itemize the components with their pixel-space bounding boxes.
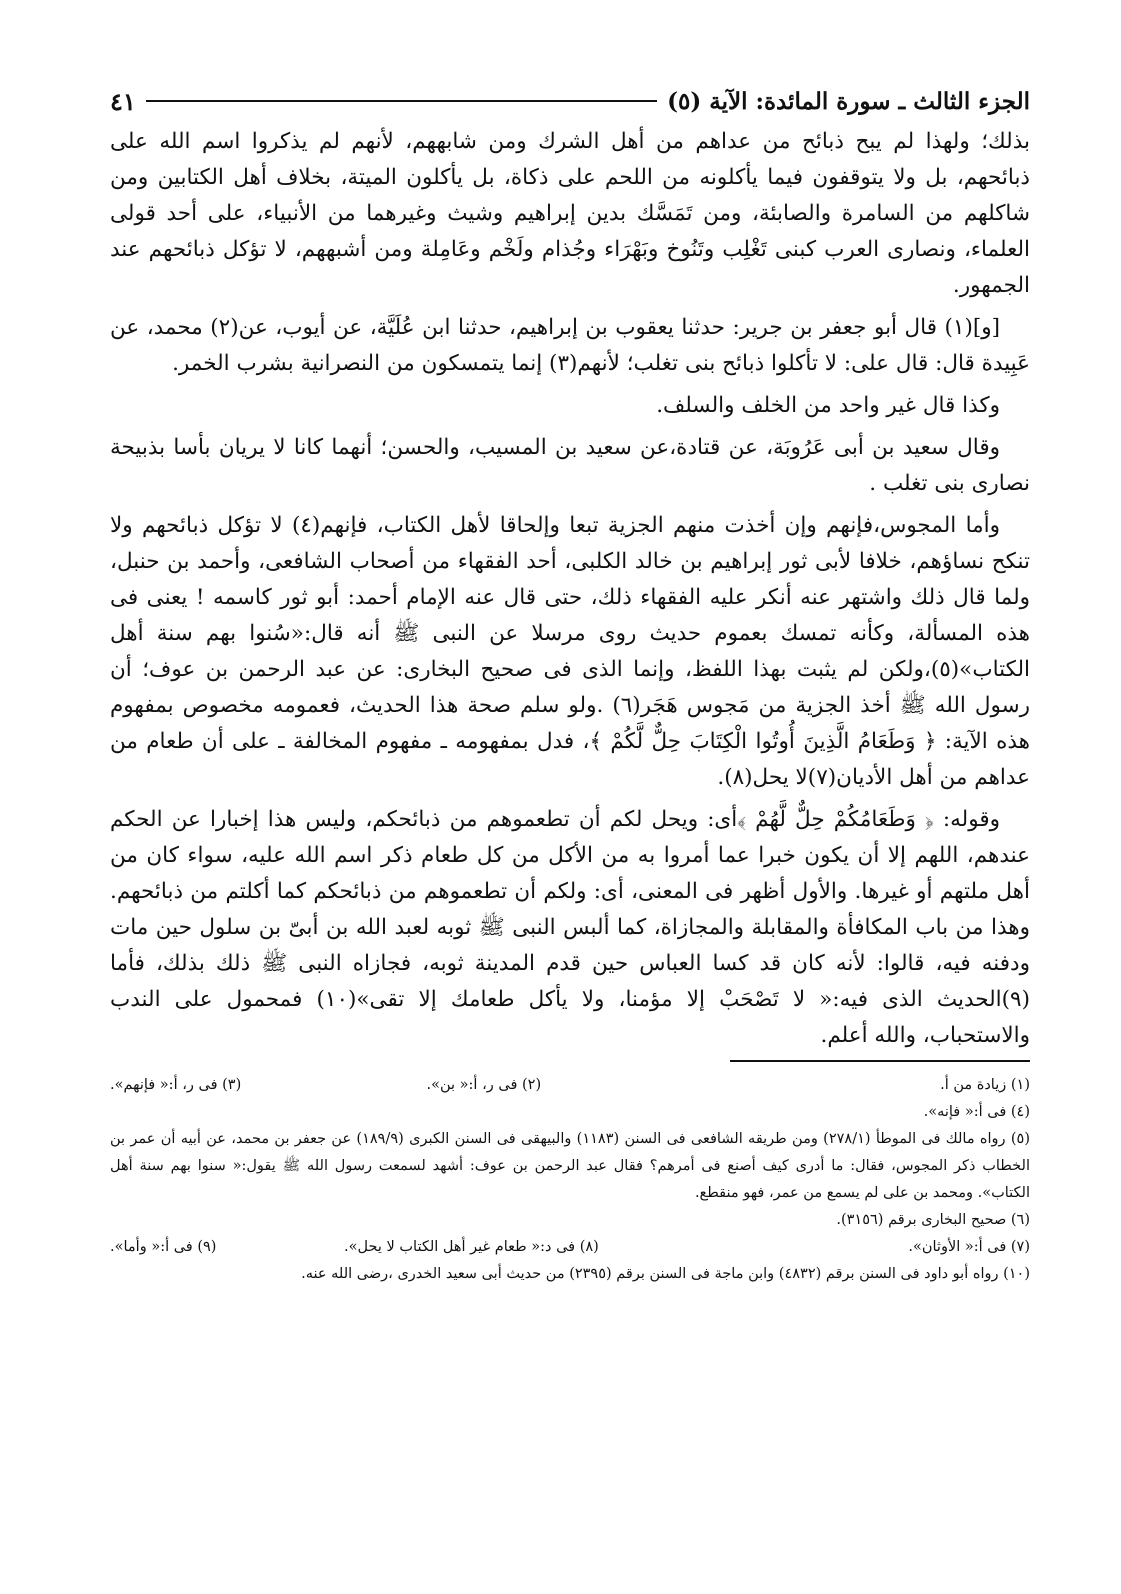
footnote-1: (١) زيادة من أ.	[940, 1077, 1030, 1093]
footnote-3: (٣) فى ر، أ:« فإنهم».	[110, 1077, 242, 1093]
header-title: الجزء الثالث ـ سورة المائدة: الآية (٥)	[667, 87, 1030, 115]
footnote-row-1	[110, 1072, 1030, 1099]
footnote-2: (٢) فى ر، أ:« بن».	[426, 1077, 542, 1093]
running-header	[110, 84, 1030, 118]
paragraph-2: [و](١) قال أبو جعفر بن جرير: حدثنا يعقوب بن إبراهيم، حدثنا ابن عُلَيَّة، عن أيوب، عن(٢) محمد، عن عَبِيدة قال: قال على: لا تأكلوا ذبائح بنى تغلب؛ لأنهم(٣) إنما يتمسكون من النصرانية بشرب الخمر.	[110, 315, 1030, 376]
paragraph-6: وقوله: ﴿ وَطَعَامُكُمْ حِلٌّ لَّهُمْ ﴾أى: ويحل لكم أن تطعموهم من ذبائحكم، وليس هذا إخبارا عن الحكم عندهم، اللهم إلا أن يكون خبرا عما أمروا به من الأكل من كل طعام ذكر اسم الله عليه، سواء كان من أهل ملتهم أو غيرها. والأول أظهر فى المعنى، أى: ولكم أن تطعموهم من ذبائحكم كما أكلتم من ذبائحهم. وهذا من باب المكافأة والمقابلة والمجازاة، كما ألبس النبى ﷺ ثوبه لعبد الله بن أبىّ بن سلول حين مات ودفنه فيه، قالوا: لأنه كان قد كسا العباس حين قدم المدينة ثوبه، فجازاه النبى ﷺ ذلك بذلك، فأما (٩)الحديث الذى فيه:« لا تَصْحَبْ إلا مؤمنا، ولا يأكل طعامك إلا تقى»(١٠) فمحمول على الندب والاستحباب، والله أعلم.	[110, 807, 1030, 1048]
paragraph-3: وكذا قال غير واحد من الخلف والسلف.	[656, 393, 1000, 418]
main-text	[110, 124, 1030, 1054]
footnote-row-7	[110, 1234, 1030, 1261]
footnote-7: (٧) فى أ:« الأوثان».	[908, 1239, 1030, 1255]
footnote-6: (٦) صحيح البخارى برقم (٣١٥٦).	[836, 1212, 1030, 1228]
paragraph-4: وقال سعيد بن أبى عَرُوبَة، عن قتادة،عن سعيد بن المسيب، والحسن؛ أنهما كانا لا يريان بأسا بذبيحة نصارى بنى تغلب .	[110, 435, 1030, 496]
footnotes	[110, 1072, 1030, 1288]
footnote-8: (٨) فى د:« طعام غير أهل الكتاب لا يحل».	[344, 1239, 599, 1255]
footnote-4: (٤) فى أ:« فإنه».	[923, 1104, 1030, 1120]
header-rule	[146, 100, 657, 102]
document-page	[110, 84, 1030, 1288]
page-number: ٤١	[110, 86, 136, 116]
footnote-10: (١٠) رواه أبو داود فى السنن برقم (٤٨٣٢) وابن ماجة فى السنن برقم (٢٣٩٥) من حديث أبى سعيد الخدرى ،رضى الله عنه.	[301, 1266, 1030, 1282]
paragraph-5: وأما المجوس،فإنهم وإن أخذت منهم الجزية تبعا وإلحاقا لأهل الكتاب، فإنهم(٤) لا تؤكل ذبائحهم ولا تنكح نساؤهم، خلافا لأبى ثور إبراهيم بن خالد الكلبى، أحد الفقهاء من أصحاب الشافعى، وأحمد بن حنبل، ولما قال ذلك واشتهر عنه أنكر عليه الفقهاء ذلك، حتى قال عنه الإمام أحمد: أبو ثور كاسمه ! يعنى فى هذه المسألة، وكأنه تمسك بعموم حديث روى مرسلا عن النبى ﷺ أنه قال:«سُنوا بهم سنة أهل الكتاب»(٥)،ولكن لم يثبت بهذا اللفظ، وإنما الذى فى صحيح البخارى: عن عبد الرحمن بن عوف؛ أن رسول الله ﷺ أخذ الجزية من مَجوس هَجَر(٦) .ولو سلم صحة هذا الحديث، فعمومه مخصوص بمفهوم هذه الآية: ﴿ وَطَعَامُ الَّذِينَ أُوتُوا الْكِتَابَ حِلٌّ لَّكُمْ ﴾، فدل بمفهومه ـ مفهوم المخالفة ـ على أن طعام من عداهم من أهل الأديان(٧)لا يحل(٨).	[110, 513, 1030, 790]
footnote-rule	[730, 1060, 1030, 1062]
paragraph-1: بذلك؛ ولهذا لم يبح ذبائح من عداهم من أهل الشرك ومن شابههم، لأنهم لم يذكروا اسم الله على ذبائحهم، بل ولا يتوقفون فيما يأكلونه من اللحم على ذكاة، بل يأكلون الميتة، بخلاف أهل الكتابين ومن شاكلهم من السامرة والصابئة، ومن تَمَسَّك بدين إبراهيم وشيث وغيرهما من الأنبياء، على أحد قولى العلماء، ونصارى العرب كبنى تَغْلِب وتَنُوخ وبَهْرَاء وجُذام ولَخْم وعَامِلة ومن أشبههم، لا تؤكل ذبائحهم عند الجمهور.	[110, 129, 1030, 298]
footnote-9: (٩) فى أ:« وأما».	[110, 1239, 217, 1255]
footnote-5: (٥) رواه مالك فى الموطأ (٢٧٨/١) ومن طريقه الشافعى فى السنن (١١٨٣) والبيهقى فى السنن الكبرى (١٨٩/٩) عن جعفر بن محمد، عن أبيه أن عمر بن الخطاب ذكر المجوس، فقال: ما أدرى كيف أصنع فى أمرهم؟ فقال عبد الرحمن بن عوف: أشهد لسمعت رسول الله ﷺ يقول:« سنوا بهم سنة أهل الكتاب». ومحمد بن على لم يسمع من عمر، فهو منقطع.	[110, 1131, 1030, 1201]
